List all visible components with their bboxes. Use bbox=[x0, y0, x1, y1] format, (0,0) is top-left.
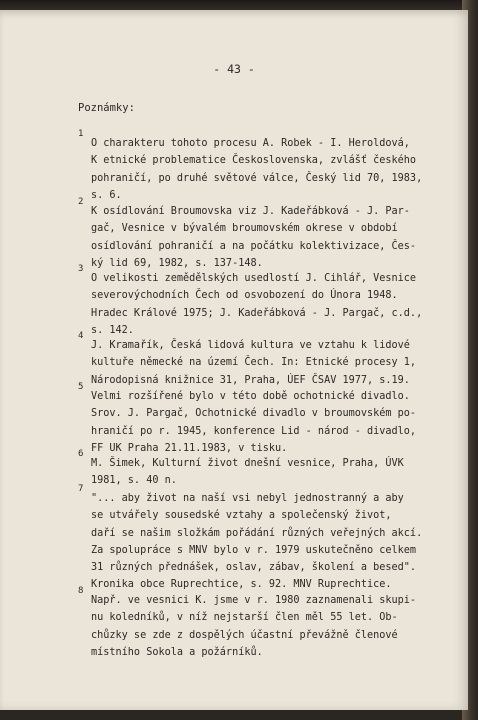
footnote-line: J. Kramařík, Česká lidová kultura ve vztahu k lidové bbox=[91, 340, 410, 351]
footnote-line: hraničí po r. 1945, konference Lid - národ - divadlo, bbox=[91, 425, 417, 437]
footnote-line: Národopisná knižnice 31, Praha, ÚEF ČSAV 1977, s.19. bbox=[91, 374, 410, 386]
footnote-line: pohraničí, po druhé světové válce, Český lid 70, 1983, bbox=[91, 172, 423, 184]
document-page bbox=[0, 10, 468, 710]
footnote-line: severovýchodních Čech od osvobození do Února 1948. bbox=[91, 290, 398, 302]
footnote-7 bbox=[78, 484, 440, 594]
footnote-line: chůzky se zde z dospělých účastní převážně členové bbox=[91, 629, 398, 641]
footnote-line: 1981, s. 40 n. bbox=[91, 475, 177, 487]
footnote-line: K etnické problematice Československa, zvlášť českého bbox=[91, 155, 417, 167]
footnote-1 bbox=[78, 129, 440, 204]
footnote-line: Srov. J. Pargač, Ochotnické divadlo v broumovském po- bbox=[91, 408, 417, 420]
footnote-line: osídlování pohraničí a na počátku kolektivizace, Čes- bbox=[91, 240, 417, 252]
footnote-line: Např. ve vesnici K. jsme v r. 1980 zaznamenali skupi- bbox=[91, 595, 417, 606]
footnote-number: 2 bbox=[78, 197, 84, 207]
footnote-line: "... aby život na naší vsi nebyl jednostranný a aby bbox=[91, 493, 404, 504]
footnote-3 bbox=[78, 264, 440, 339]
footnote-4 bbox=[78, 331, 440, 389]
footnote-line: Velmi rozšířené bylo v této době ochotnické divadlo. bbox=[91, 391, 410, 402]
footnote-line: FF UK Praha 21.11.1983, v tisku. bbox=[91, 442, 288, 454]
footnote-number: 5 bbox=[78, 382, 84, 392]
footnote-line: se utvářely sousedské vztahy a společenský život, bbox=[91, 510, 392, 522]
footnote-number: 7 bbox=[78, 484, 84, 494]
footnote-line: gač, Vesnice v bývalém broumovském okrese v období bbox=[91, 223, 398, 235]
footnote-6 bbox=[78, 449, 440, 490]
page-number: - 43 - bbox=[213, 62, 255, 76]
footnote-number: 8 bbox=[78, 586, 84, 596]
footnote-line: s. 142. bbox=[91, 324, 134, 336]
footnote-line: místního Sokola a požárníků. bbox=[91, 646, 263, 658]
footnote-number: 6 bbox=[78, 449, 84, 459]
footnote-line: nu koledníků, v níž nejstarší člen měl 55 let. Ob- bbox=[91, 612, 398, 624]
footnote-line: O velikosti zemědělských usedlostí J. Cihlář, Vesnice bbox=[91, 273, 417, 284]
footnote-number: 4 bbox=[78, 331, 84, 341]
footnote-line: Za spolupráce s MNV bylo v r. 1979 uskutečněno celkem bbox=[91, 544, 417, 556]
footnote-5 bbox=[78, 382, 440, 457]
footnote-number: 1 bbox=[78, 129, 84, 139]
footnote-2 bbox=[78, 197, 440, 272]
footnote-line: Kronika obce Ruprechtice, s. 92. MNV Ruprechtice. bbox=[91, 579, 392, 591]
footnote-line: O charakteru tohoto procesu A. Robek - I. Heroldová, bbox=[91, 138, 410, 149]
footnote-line: kultuře německé na území Čech. In: Etnické procesy 1, bbox=[91, 357, 417, 369]
footnote-line: Hradec Králové 1975; J. Kadeřábková - J. Pargač, c.d., bbox=[91, 307, 423, 319]
footnote-line: s. 6. bbox=[91, 189, 122, 201]
footnote-line: ký lid 69, 1982, s. 137-148. bbox=[91, 257, 263, 269]
footnote-line: M. Šimek, Kulturní život dnešní vesnice, Praha, ÚVK bbox=[91, 458, 404, 469]
footnote-number: 3 bbox=[78, 264, 84, 274]
footnote-line: 31 různých přednášek, oslav, zábav, školení a besed". bbox=[91, 562, 417, 574]
footnote-8 bbox=[78, 586, 440, 661]
footnote-line: K osídlování Broumovska viz J. Kadeřábková - J. Par- bbox=[91, 206, 410, 217]
footnote-line: daří se našim složkám pořádání různých veřejných akcí. bbox=[91, 527, 423, 539]
notes-heading: Poznámky: bbox=[78, 102, 135, 114]
